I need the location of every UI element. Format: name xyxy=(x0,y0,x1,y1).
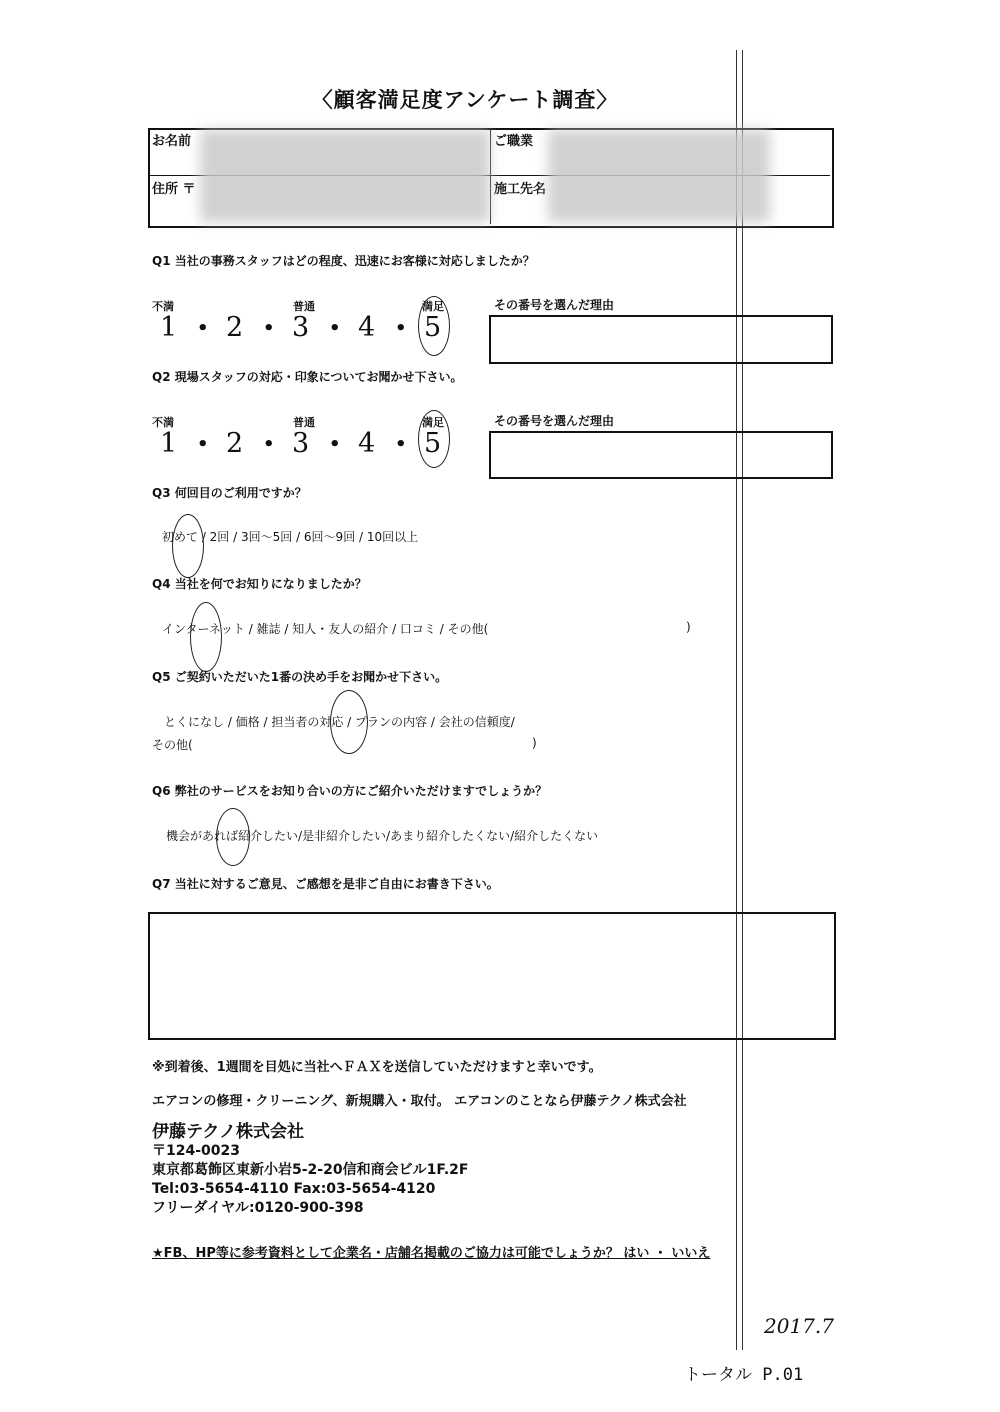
q1-option-1[interactable]: 1 xyxy=(160,312,178,343)
q2-reason-label: その番号を選んだ理由 xyxy=(494,414,615,428)
handwritten-circle-icon xyxy=(418,410,450,468)
fax-page-total: トータル P.01 xyxy=(684,1365,804,1385)
q1-scale-high: 満足 xyxy=(422,300,444,313)
company-name: 伊藤テクノ株式会社 xyxy=(152,1122,304,1142)
q2-scale-high: 満足 xyxy=(422,416,444,429)
q7-question: Q7 当社に対するご意見、ご感想を是非ご自由にお書き下さい。 xyxy=(152,877,499,891)
q2-scale-low: 不満 xyxy=(152,416,174,429)
q1-option-3[interactable]: 3 xyxy=(292,312,310,343)
separator-dot: • xyxy=(329,318,341,339)
company-tagline: エアコンの修理・クリーニング、新規購入・取付。 エアコンのことなら伊藤テクノ株式会社 xyxy=(152,1094,687,1109)
q2-question: Q2 現場スタッフの対応・印象についてお聞かせ下さい。 xyxy=(152,370,463,384)
handwritten-circle-icon xyxy=(172,514,204,578)
separator-dot: • xyxy=(395,434,407,455)
handwritten-circle-icon xyxy=(216,808,250,866)
separator-dot: • xyxy=(197,318,209,339)
q2-option-4[interactable]: 4 xyxy=(358,428,376,459)
postal-code: 〒124-0023 xyxy=(152,1143,240,1159)
q1-option-2[interactable]: 2 xyxy=(226,312,244,343)
q6-question: Q6 弊社のサービスをお知り合いの方にご紹介いただけますでしょうか？ xyxy=(152,784,548,798)
q4-options[interactable]: インターネット / 雑誌 / 知人・友人の紹介 / 口コミ / その他( xyxy=(162,622,489,636)
tel-fax: Tel:03-5654-4110 Fax:03-5654-4120 xyxy=(152,1181,436,1197)
free-dial: フリーダイヤル:0120-900-398 xyxy=(152,1200,364,1216)
q1-option-4[interactable]: 4 xyxy=(358,312,376,343)
separator-dot: • xyxy=(329,434,341,455)
fax-note: ※到着後、1週間を目処に当社へＦＡＸを送信していただけますと幸いです。 xyxy=(152,1060,602,1075)
q5-other-close: ) xyxy=(532,736,537,750)
redacted-name-address xyxy=(200,130,490,222)
q2-reason-field[interactable] xyxy=(489,431,833,479)
page-title: 〈顧客満足度アンケート調査〉 xyxy=(311,88,619,112)
fax-edge-line xyxy=(736,50,737,1350)
q2-option-2[interactable]: 2 xyxy=(226,428,244,459)
fb-permission-question[interactable]: ★FB、HP等に参考資料として企業名・店舗名掲載のご協力は可能でしょうか？ はい ・ いいえ xyxy=(152,1246,711,1261)
q7-comment-field[interactable] xyxy=(148,912,836,1040)
q6-options[interactable]: 機会があれば紹介したい/是非紹介したい/あまり紹介したくない/紹介したくない xyxy=(166,829,599,843)
q1-reason-label: その番号を選んだ理由 xyxy=(494,298,615,312)
business-label: ご職業 xyxy=(494,134,534,149)
q2-scale-mid: 普通 xyxy=(293,416,315,429)
fax-edge-line xyxy=(742,50,743,1350)
handwritten-circle-icon xyxy=(330,690,368,754)
q1-option-5[interactable]: 5 xyxy=(424,312,442,343)
q1-scale-mid: 普通 xyxy=(293,300,315,313)
divider xyxy=(490,128,491,224)
q1-question: Q1 当社の事務スタッフはどの程度、迅速にお客様に対応しましたか？ xyxy=(152,254,535,268)
handwritten-date: 2017.7 xyxy=(764,1314,834,1338)
q4-other-close: ) xyxy=(686,620,691,634)
handwritten-circle-icon xyxy=(190,602,222,672)
address-label: 住所 〒 xyxy=(152,182,196,197)
q5-question: Q5 ご契約いただいた1番の決め手をお聞かせ下さい。 xyxy=(152,670,448,684)
q4-question: Q4 当社を何でお知りになりましたか？ xyxy=(152,577,367,591)
handwritten-circle-icon xyxy=(418,296,450,356)
redacted-business-client xyxy=(548,130,770,222)
q3-options[interactable]: 初めて / 2回 / 3回～5回 / 6回～9回 / 10回以上 xyxy=(162,530,419,544)
q1-scale-low: 不満 xyxy=(152,300,174,313)
q5-other[interactable]: その他( xyxy=(152,738,193,752)
q2-option-1[interactable]: 1 xyxy=(160,428,178,459)
separator-dot: • xyxy=(263,318,275,339)
separator-dot: • xyxy=(263,434,275,455)
q5-options[interactable]: とくになし / 価格 / 担当者の対応 / プランの内容 / 会社の信頼度/ xyxy=(164,715,515,729)
q2-option-5[interactable]: 5 xyxy=(424,428,442,459)
client-label: 施工先名 xyxy=(494,182,547,197)
name-label: お名前 xyxy=(152,134,192,149)
company-address: 東京都葛飾区東新小岩5-2-20信和商会ビル1F.2F xyxy=(152,1162,469,1178)
separator-dot: • xyxy=(197,434,209,455)
q3-question: Q3 何回目のご利用ですか？ xyxy=(152,486,307,500)
separator-dot: • xyxy=(395,318,407,339)
q2-option-3[interactable]: 3 xyxy=(292,428,310,459)
q1-reason-field[interactable] xyxy=(489,315,833,364)
